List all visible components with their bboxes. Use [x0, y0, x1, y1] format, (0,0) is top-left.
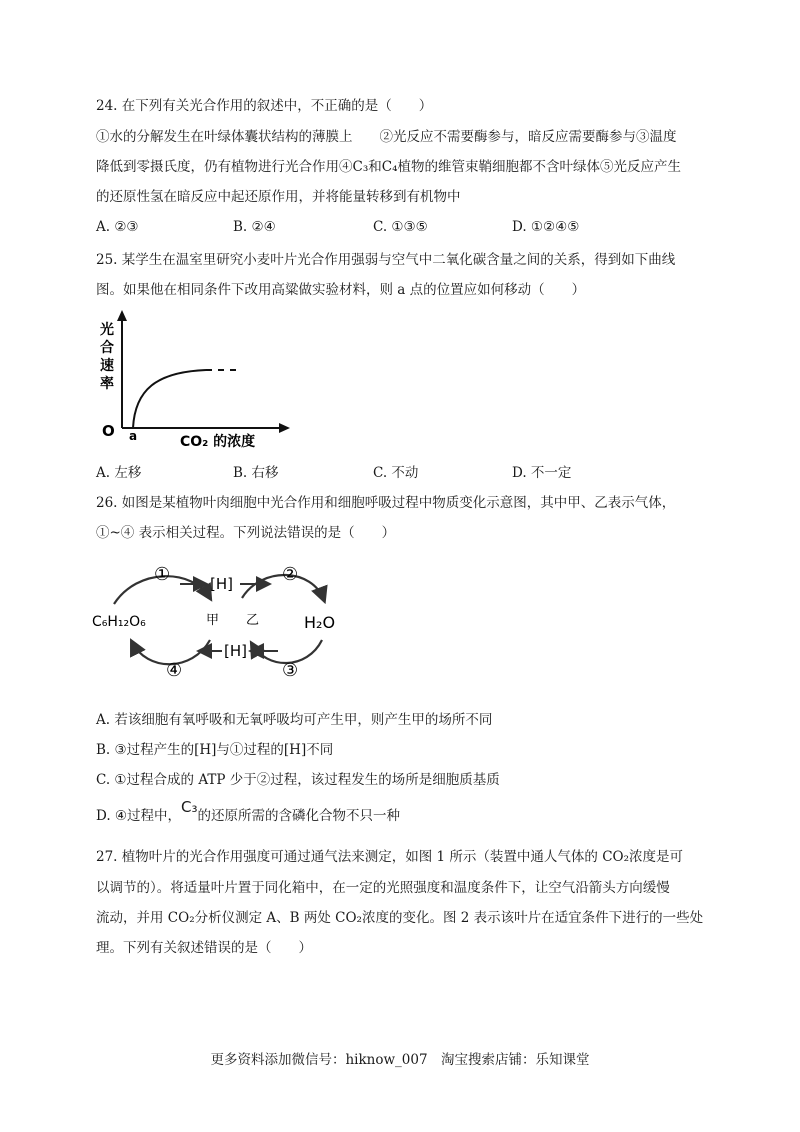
metabolism-diagram: [92, 560, 352, 685]
q26-option-b: B. ③过程产生的[H]与①过程的[H]不同: [96, 742, 334, 758]
x-axis-arrow: [279, 423, 290, 433]
co2-rate-graph: [96, 310, 296, 455]
q25-option-d: D. 不一定: [512, 465, 572, 481]
yi-label: 乙: [246, 613, 260, 628]
h-bottom-label: [H]: [224, 642, 247, 660]
q26-option-d-c3: C₃: [181, 798, 198, 816]
q25-stem: 25. 某学生在温室里研究小麦叶片光合作用强弱与空气中二氧化碳含量之间的关系，得到如下曲线: [96, 252, 676, 268]
q26-option-d-suffix: 的还原所需的含磷化合物不只一种: [197, 808, 401, 824]
label-process-1: ①: [154, 564, 171, 585]
q25-option-c: C. 不动: [373, 465, 419, 481]
y-axis-arrow: [117, 310, 127, 321]
y-label-char-4: 率: [100, 376, 114, 392]
q26-option-d-prefix: D. ④过程中，: [96, 808, 182, 824]
rate-curve: [133, 370, 206, 428]
y-label-char-1: 光: [100, 322, 114, 338]
h-top-label: [H]: [210, 575, 233, 593]
y-label-char-3: 速: [100, 358, 114, 374]
q26-option-a: A. 若该细胞有氧呼吸和无氧呼吸均可产生甲，则产生甲的场所不同: [96, 712, 493, 728]
q27-line-4: 理。下列有关叙述错误的是（ ）: [96, 940, 312, 956]
q24-option-c: C. ①③⑤: [373, 219, 428, 235]
q26-stem: 26. 如图是某植物叶肉细胞中光合作用和细胞呼吸过程中物质变化示意图，其中甲、乙表示气体，: [96, 495, 676, 511]
q27-line-3: 流动，并用 CO₂分析仪测定 A、B 两处 CO₂浓度的变化。图 2 表示该叶片在适宜条件下进行的一些处: [96, 910, 704, 926]
q24-line-1: ①水的分解发生在叶绿体囊状结构的薄膜上 ②光反应不需要酶参与，暗反应需要酶参与③温度: [96, 129, 677, 145]
jia-label: 甲: [206, 613, 220, 628]
x-axis-label: CO₂ 的浓度: [180, 434, 256, 450]
q27-line-1: 27. 植物叶片的光合作用强度可通过通气法来测定，如图 1 所示（装置中通人气体的 CO₂浓度是可: [96, 849, 684, 865]
q25-option-b: B. 右移: [233, 465, 279, 481]
q24-line-2: 降低到零摄氏度，仍有植物进行光合作用④C₃和C₄植物的维管束鞘细胞都不含叶绿体⑤光反应产生: [96, 159, 681, 175]
q26-option-c: C. ①过程合成的 ATP 少于②过程，该过程发生的场所是细胞质基质: [96, 772, 500, 788]
q24-option-b: B. ②④: [233, 219, 276, 235]
q25-option-a: A. 左移: [96, 465, 142, 481]
q26-option-d: [96, 798, 401, 826]
label-process-4: ④: [166, 660, 183, 681]
q27-line-2: 以调节的）。将适量叶片置于同化箱中，在一定的光照强度和温度条件下，让空气沿箭头方向缓慢: [96, 880, 670, 896]
water-label: H₂O: [304, 613, 336, 632]
q24-line-3: 的还原性氢在暗反应中起还原作用，并将能量转移到有机物中: [96, 189, 461, 205]
y-label-char-2: 合: [100, 340, 114, 356]
q24-stem: 24. 在下列有关光合作用的叙述中，不正确的是（ ）: [96, 98, 433, 114]
footer-note: 更多资料添加微信号：hiknow_007 淘宝搜索店铺：乐知课堂: [210, 1052, 590, 1068]
q24-option-d: D. ①②④⑤: [512, 219, 580, 235]
q26-stem-2: ①~④ 表示相关过程。下列说法错误的是（ ）: [96, 525, 396, 541]
q25-stem-2: 图。如果他在相同条件下改用高粱做实验材料，则 a 点的位置应如何移动（ ）: [96, 282, 586, 298]
label-process-3: ③: [282, 660, 299, 681]
q24-option-a: A. ②③: [96, 219, 139, 235]
glucose-label: C₆H₁₂O₆: [92, 614, 146, 630]
point-a-label: a: [129, 429, 138, 443]
label-process-2: ②: [282, 564, 299, 585]
origin-label: O: [102, 422, 115, 440]
